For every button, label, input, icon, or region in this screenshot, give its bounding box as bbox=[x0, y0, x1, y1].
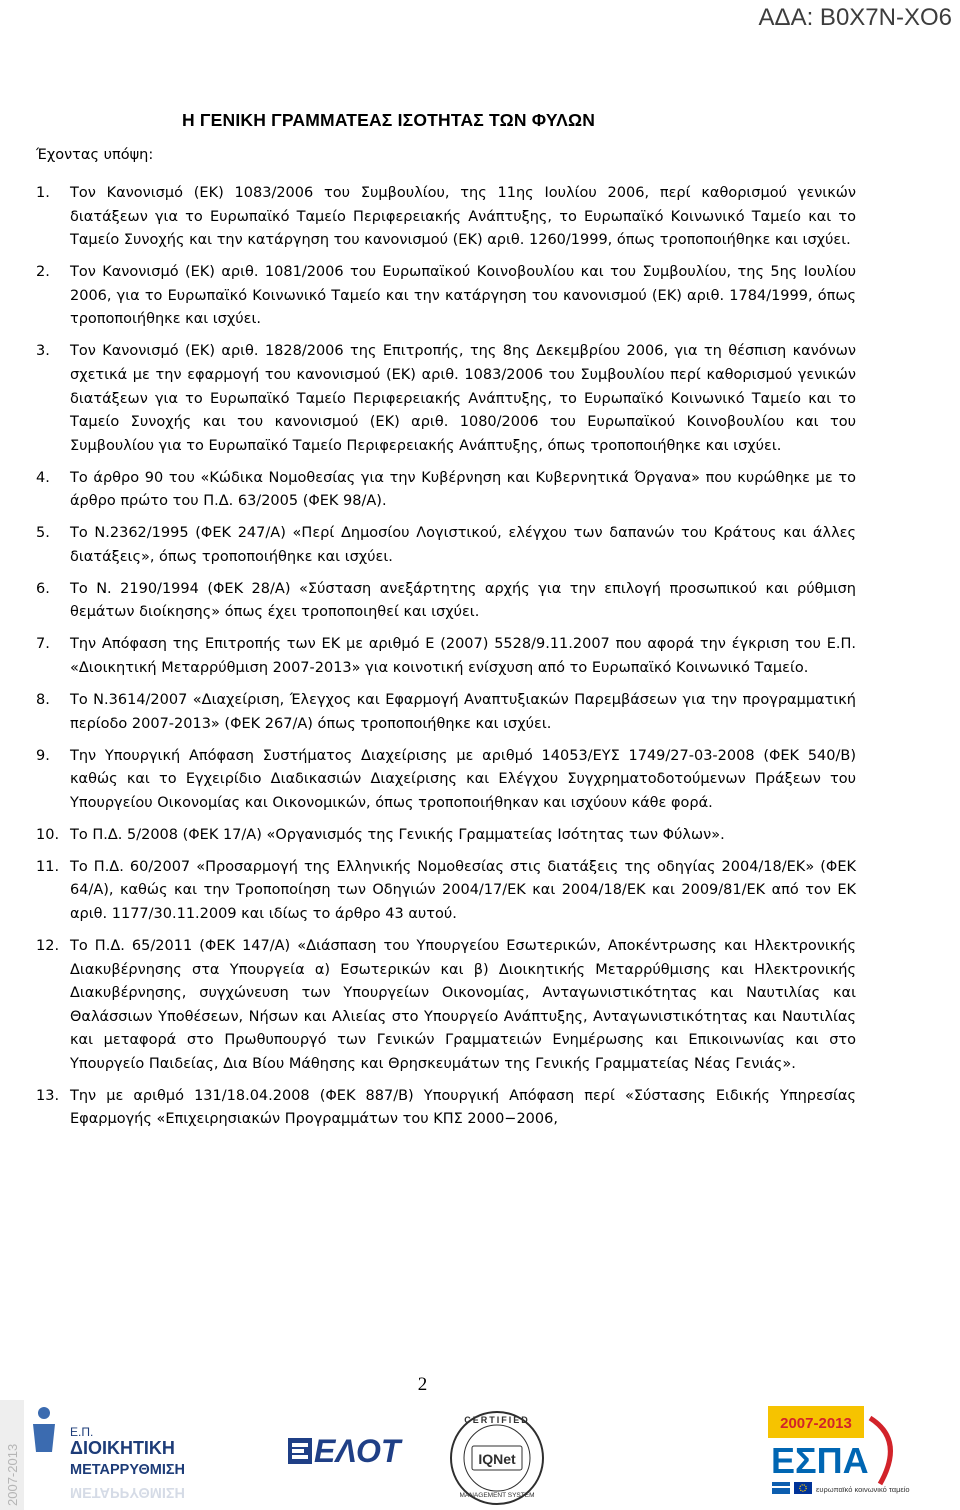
item-number: 11. bbox=[36, 858, 60, 875]
list-item bbox=[36, 856, 856, 927]
item-text: Το Π.Δ. 60/2007 «Προσαρμογή της Ελληνικής Νομοθεσίας στις διατάξεις της οδηγίας 2004/18/ΕΚ» (ΦΕΚ 64/Α), καθώς και την Τροποποίηση των Οδηγιών 2004/17/ΕΚ και 2004/18/ΕΚ και 2009/81/ΕΚ από τον ΕΚ αριθ. 1177/30.11.2009 και ιδίως το άρθρο 43 αυτού. bbox=[70, 858, 856, 922]
item-text: Την με αριθμό 131/18.04.2008 (ΦΕΚ 887/Β) Υπουργική Απόφαση περί «Σύστασης Ειδικής Υπηρεσίας Εφαρμογής «Επιχειρησιακών Προγραμμάτων του ΚΠΣ 2000−2006, bbox=[70, 1087, 856, 1128]
espa-swoosh-icon bbox=[870, 1418, 890, 1484]
cert-top: CERTIFIED bbox=[464, 1415, 530, 1425]
cert-bottom: MANAGEMENT SYSTEM bbox=[459, 1492, 535, 1499]
page-number: 2 bbox=[417, 1374, 428, 1395]
item-number: 2. bbox=[36, 264, 50, 281]
list-item bbox=[36, 1085, 856, 1132]
item-text: Τον Κανονισμό (ΕΚ) αριθ. 1081/2006 του Ευρωπαϊκού Κοινοβουλίου και του Συμβουλίου, της 5ης Ιουλίου 2006, για το Ευρωπαϊκό Κοινωνικό Ταμείο και την κατάργηση του κανονισμού (ΕΚ) αριθ. 1784/1999, όπως τροποποιήθηκε και ισχύει. bbox=[70, 264, 856, 328]
list-item bbox=[36, 340, 856, 458]
espa-logo bbox=[768, 1406, 910, 1494]
item-number: 3. bbox=[36, 343, 50, 360]
person-body-icon bbox=[33, 1424, 55, 1452]
ep-line2-reflection: ΜΕΤΑΡΡΥΘΜΙΣΗ bbox=[70, 1484, 186, 1500]
item-text: Το Π.Δ. 65/2011 (ΦΕΚ 147/Α) «Διάσπαση του Υπουργείου Εσωτερικών, Αποκέντρωσης και Ηλεκτρονικής Διακυβέρνησης στα Υπουργεία α) Εσωτερικών και β) Διοικητικής Μεταρρύθμισης και Ηλεκτρονικής Διακυβέρνησης, συγχώνευση των Υπουργείων Οικονομίας, Ανταγωνιστικότητας και Ναυτιλίας και Θαλάσσιων Υποθέσεων, Νήσων και Αλιείας στο Υπουργείο Ανάπτυξης, Ανταγωνιστικότητας και Ναυτιλίας και μεταφορά στο Πρωθυπουργό των Γενικών Γραμματειών Ενημέρωσης και Επικοινωνίας και στο Υπουργείο Παιδείας, Δια Βίου Μάθησης και Θρησκευμάτων της Γενικής Γραμματείας Νέας Γενιάς». bbox=[70, 937, 856, 1072]
item-number: 8. bbox=[36, 692, 50, 709]
ep-logo bbox=[0, 1400, 185, 1510]
ada-code: ΑΔΑ: Β0Χ7Ν-ΧΟ6 bbox=[758, 4, 952, 31]
item-number: 10. bbox=[36, 826, 60, 843]
considerations-list bbox=[36, 182, 856, 1140]
list-item bbox=[36, 261, 856, 332]
item-number: 7. bbox=[36, 636, 50, 653]
list-item bbox=[36, 935, 856, 1077]
item-text: Την Υπουργική Απόφαση Συστήματος Διαχείρισης με αριθμό 14053/ΕΥΣ 1749/27-03-2008 (ΦΕΚ 540/Β) καθώς και το Εγχειρίδιο Διαδικασιών Διαχείρισης και Ελέγχου Συγχρηματοδοτούμενων Πράξεων του Υπουργείου Οικονομίας και Οικονομικών, όπως τροποποιήθηκαν και ισχύουν κάθε φορά. bbox=[70, 747, 856, 811]
item-text: Την Απόφαση της Επιτροπής των ΕΚ με αριθμό Ε (2007) 5528/9.11.2007 που αφορά την έγκριση του Ε.Π. «Διοικητική Μεταρρύθμιση 2007-2013» για κοινοτική ενίσχυση από το Ευρωπαϊκό Κοινωνικό Ταμείο. bbox=[70, 636, 856, 677]
list-item bbox=[36, 824, 856, 848]
item-text: Το άρθρο 90 του «Κώδικα Νομοθεσίας για την Κυβέρνηση και Κυβερνητικά Όργανα» που κυρώθηκε με το άρθρο πρώτο του Π.Δ. 63/2005 (ΦΕΚ 98/Α). bbox=[70, 469, 856, 510]
list-item bbox=[36, 522, 856, 569]
item-number: 4. bbox=[36, 469, 50, 486]
person-icon bbox=[38, 1407, 50, 1419]
espa-text: ΕΣΠΑ bbox=[771, 1440, 869, 1481]
espa-years: 2007-2013 bbox=[780, 1415, 852, 1432]
iqnet-seal bbox=[451, 1412, 543, 1504]
elot-text: ΕΛΟΤ bbox=[314, 1433, 401, 1469]
item-text: Το Ν. 2190/1994 (ΦΕΚ 28/Α) «Σύσταση ανεξάρτητης αρχής για την επιλογή προσωπικού και ρύθμιση θεμάτων διοίκησης» όπως έχει τροποποιηθεί και ισχύει. bbox=[70, 580, 856, 621]
item-text: Τον Κανονισμό (ΕΚ) αριθ. 1828/2006 της Επιτροπής, της 8ης Δεκεμβρίου 2006, για τη θέσπιση κανόνων σχετικά με την εφαρμογή του κανονισμού (ΕΚ) αριθ. 1083/2006 του Συμβουλίου περί καθορισμού γενικών διατάξεων για το Ευρωπαϊκό Ταμείο Περιφερειακής Ανάπτυξης, το Ευρωπαϊκό Κοινωνικό Ταμείο και το Ταμείο Συνοχής και του κανονισμού (ΕΚ) αριθ. 1080/2006 του Ευρωπαϊκού Κοινοβουλίου και του Συμβουλίου για το Ευρωπαϊκό Ταμείο Περιφερειακής Ανάπτυξης, όπως τροποποιήθηκε και ισχύει. bbox=[70, 343, 856, 454]
list-item bbox=[36, 745, 856, 816]
item-text: Το Ν.3614/2007 «Διαχείριση, Έλεγχος και Εφαρμογή Αναπτυξιακών Παρεμβάσεων για την προγραμματική περίοδο 2007-2013» (ΦΕΚ 267/Α) όπως τροποποιήθηκε και ισχύει. bbox=[70, 692, 856, 732]
item-number: 12. bbox=[36, 937, 60, 954]
espa-sub: ευρωπαϊκό κοινωνικό ταμείο bbox=[816, 1485, 910, 1494]
having-label: Έχοντας υπόψη: bbox=[36, 147, 154, 163]
item-number: 6. bbox=[36, 580, 50, 597]
ep-line1: ΔΙΟΙΚΗΤΙΚΗ bbox=[70, 1438, 175, 1458]
item-number: 1. bbox=[36, 185, 50, 201]
item-number: 13. bbox=[36, 1087, 60, 1104]
list-item bbox=[36, 467, 856, 514]
list-item bbox=[36, 182, 856, 253]
ep-line2: ΜΕΤΑΡΡΥΘΜΙΣΗ bbox=[70, 1462, 186, 1478]
ep-years-vertical: 2007-2013 bbox=[5, 1443, 20, 1506]
item-text: Το Π.Δ. 5/2008 (ΦΕΚ 17/Α) «Οργανισμός της Γενικής Γραμματείας Ισότητας των Φύλων». bbox=[70, 826, 725, 843]
list-item bbox=[36, 578, 856, 625]
list-item bbox=[36, 689, 856, 736]
item-text: Τον Κανονισμό (ΕΚ) 1083/2006 του Συμβουλίου, της 11ης Ιουλίου 2006, περί καθορισμού γενικών διατάξεων για το Ευρωπαϊκό Ταμείο Περιφερειακής Ανάπτυξης, το Ευρωπαϊκό Κοινωνικό Ταμείο και το Ταμείο Συνοχής και την κατάργηση του κανονισμού (ΕΚ) αριθ. 1260/1999, όπως τροποποιήθηκε και ισχύει. bbox=[70, 185, 856, 249]
item-text: Το Ν.2362/1995 (ΦΕΚ 247/Α) «Περί Δημοσίου Λογιστικού, ελέγχου των δαπανών του Κράτους και άλλες διατάξεις», όπως τροποποιήθηκε και ισχύει. bbox=[70, 525, 856, 565]
list-item bbox=[36, 633, 856, 680]
footer-logos bbox=[0, 1400, 960, 1510]
iqnet-text: IQNet bbox=[478, 1451, 516, 1467]
doc-heading: Η ΓΕΝΙΚΗ ΓΡΑΜΜΑΤΕΑΣ ΙΣΟΤΗΤΑΣ ΤΩΝ ΦΥΛΩΝ bbox=[182, 110, 596, 130]
item-number: 5. bbox=[36, 525, 50, 542]
elot-logo bbox=[288, 1433, 403, 1469]
eu-flag-icon bbox=[794, 1482, 812, 1494]
ep-label: Ε.Π. bbox=[70, 1425, 94, 1439]
item-number: 9. bbox=[36, 747, 50, 764]
